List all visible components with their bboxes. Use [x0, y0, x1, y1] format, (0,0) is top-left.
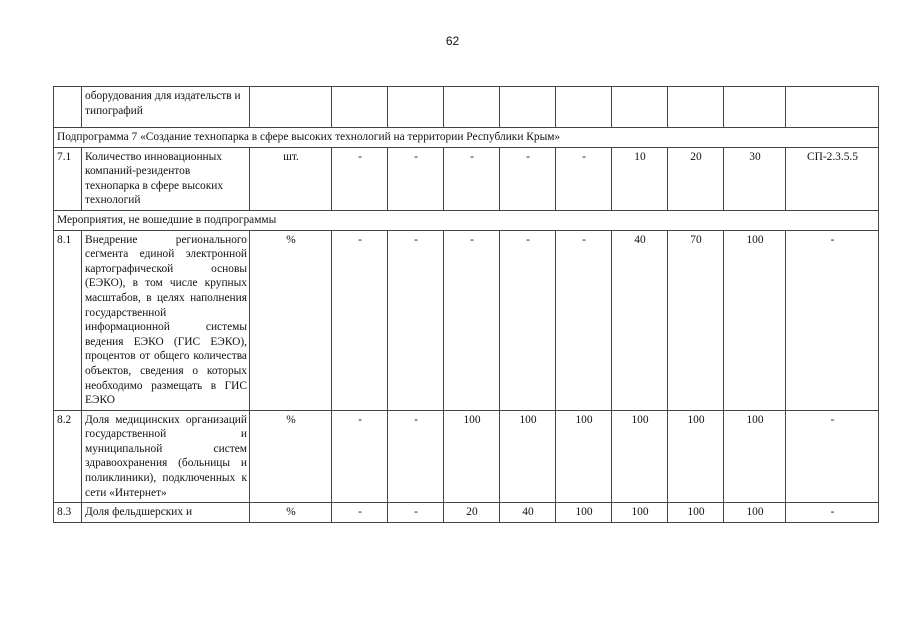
- value-cell: -: [388, 410, 444, 503]
- value-cell: 40: [500, 503, 556, 523]
- table-section-row: [54, 128, 879, 148]
- unit-cell: [250, 87, 332, 128]
- value-cell: -: [332, 147, 388, 210]
- unit-cell: %: [250, 410, 332, 503]
- value-cell: -: [388, 503, 444, 523]
- page-number: 62: [445, 34, 460, 48]
- value-cell: -: [388, 230, 444, 410]
- value-cell: 100: [724, 503, 786, 523]
- source-cell: -: [786, 410, 879, 503]
- value-cell: 70: [668, 230, 724, 410]
- source-cell: -: [786, 230, 879, 410]
- value-cell: 100: [668, 410, 724, 503]
- row-number: 7.1: [54, 147, 82, 210]
- value-cell: 100: [500, 410, 556, 503]
- value-cell: [332, 87, 388, 128]
- source-cell: СП-2.3.5.5: [786, 147, 879, 210]
- row-description: Доля фельдшерских и: [82, 503, 250, 523]
- value-cell: 40: [612, 230, 668, 410]
- value-cell: 100: [612, 410, 668, 503]
- table-row-8-1: [54, 230, 879, 410]
- value-cell: 100: [612, 503, 668, 523]
- row-description: Количество инновационных компаний-резидентов технопарка в сфере высоких технологий: [82, 147, 250, 210]
- value-cell: 100: [444, 410, 500, 503]
- value-cell: 20: [668, 147, 724, 210]
- value-cell: -: [388, 147, 444, 210]
- unit-cell: %: [250, 230, 332, 410]
- source-cell: [786, 87, 879, 128]
- value-cell: [444, 87, 500, 128]
- indicators-table: [53, 86, 879, 523]
- value-cell: [668, 87, 724, 128]
- source-cell: -: [786, 503, 879, 523]
- value-cell: 10: [612, 147, 668, 210]
- value-cell: -: [332, 503, 388, 523]
- value-cell: -: [556, 147, 612, 210]
- row-description: оборудования для издательств и типографий: [82, 87, 250, 128]
- value-cell: -: [332, 410, 388, 503]
- table-row-8-2: [54, 410, 879, 503]
- value-cell: [612, 87, 668, 128]
- non-subprogram-title: Мероприятия, не вошедшие в подпрограммы: [54, 210, 879, 230]
- unit-cell: шт.: [250, 147, 332, 210]
- value-cell: [388, 87, 444, 128]
- value-cell: -: [332, 230, 388, 410]
- value-cell: [500, 87, 556, 128]
- row-description: Внедрение регионального сегмента единой электронной картографической основы (ЕЭКО), в том числе крупных масштабов, в целях наполнения государственной информационной системы ведения ЕЭКО (ГИС ЕЭКО), процентов от общего количества объектов, сведения о которых необходимо размещать в ГИС ЕЭКО: [82, 230, 250, 410]
- row-number: 8.2: [54, 410, 82, 503]
- value-cell: 100: [556, 503, 612, 523]
- value-cell: 100: [668, 503, 724, 523]
- value-cell: -: [556, 230, 612, 410]
- value-cell: 100: [724, 410, 786, 503]
- value-cell: 100: [556, 410, 612, 503]
- subprogram-7-title: Подпрограмма 7 «Создание технопарка в сфере высоких технологий на территории Республики Крым»: [54, 128, 879, 148]
- unit-cell: %: [250, 503, 332, 523]
- row-number: 8.3: [54, 503, 82, 523]
- value-cell: [724, 87, 786, 128]
- value-cell: -: [444, 230, 500, 410]
- row-number: [54, 87, 82, 128]
- value-cell: -: [500, 147, 556, 210]
- value-cell: -: [500, 230, 556, 410]
- value-cell: 100: [724, 230, 786, 410]
- value-cell: 30: [724, 147, 786, 210]
- value-cell: [556, 87, 612, 128]
- row-description: Доля медицинских организаций государственной и муниципальной систем здравоохранения (больницы и поликлиники), подключенных к сети «Интернет»: [82, 410, 250, 503]
- table-row-8-3: [54, 503, 879, 523]
- value-cell: 20: [444, 503, 500, 523]
- table-section-row: [54, 210, 879, 230]
- row-number: 8.1: [54, 230, 82, 410]
- value-cell: -: [444, 147, 500, 210]
- table-row-7-1: [54, 147, 879, 210]
- table-row-continued: [54, 87, 879, 128]
